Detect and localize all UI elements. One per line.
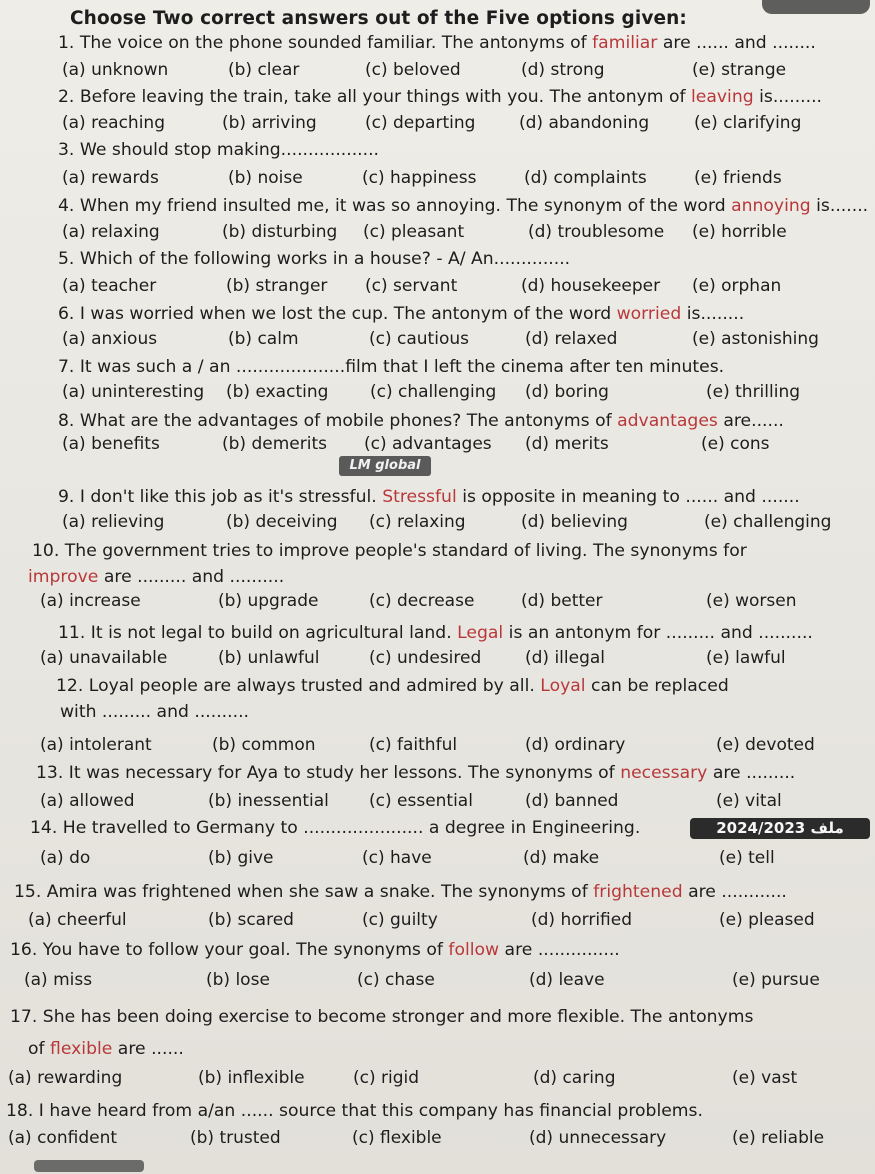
highlighted-keyword: leaving: [691, 87, 754, 107]
answer-option-a[interactable]: (a) uninteresting: [62, 382, 205, 402]
question-9-options: [0, 512, 875, 536]
answer-option-d[interactable]: (d) banned: [525, 791, 619, 811]
year-badge: 2024/2023 ملف: [690, 818, 870, 839]
answer-option-d[interactable]: (d) illegal: [525, 648, 606, 668]
question-12-text: [60, 702, 249, 723]
question-text-part: are ...... and ........: [657, 33, 816, 53]
question-12-options: [0, 735, 875, 759]
question-1-options: [0, 60, 875, 84]
answer-option-d[interactable]: (d) boring: [525, 382, 609, 402]
question-8-text: [58, 411, 784, 432]
question-2-options: [0, 113, 875, 137]
answer-option-c[interactable]: (c) departing: [365, 113, 476, 133]
answer-option-e[interactable]: (e) astonishing: [692, 329, 819, 349]
question-text-part: can be replaced: [585, 676, 729, 696]
question-14-options: [0, 848, 875, 872]
question-3-options: [0, 168, 875, 192]
answer-option-b[interactable]: (b) lose: [206, 970, 270, 990]
question-6-text: [58, 304, 744, 325]
question-text-part: 10. The government tries to improve people's standard of living. The synonyms for: [32, 541, 747, 561]
question-18-text: [6, 1101, 703, 1122]
answer-option-e[interactable]: (e) thrilling: [706, 382, 801, 402]
question-text-part: 4. When my friend insulted me, it was so annoying. The synonym of the word: [58, 196, 732, 216]
answer-option-d[interactable]: (d) abandoning: [519, 113, 650, 133]
highlighted-keyword: Loyal: [540, 676, 586, 696]
answer-option-b[interactable]: (b) demerits: [222, 434, 327, 454]
answer-option-d[interactable]: (d) leave: [529, 970, 605, 990]
answer-option-c[interactable]: (c) relaxing: [369, 512, 466, 532]
answer-option-a[interactable]: (a) allowed: [40, 791, 135, 811]
answer-option-a[interactable]: (a) confident: [8, 1128, 118, 1148]
answer-option-e[interactable]: (e) friends: [694, 168, 782, 188]
answer-option-a[interactable]: (a) benefits: [62, 434, 160, 454]
highlighted-keyword: improve: [28, 567, 99, 587]
question-17-options: [0, 1068, 875, 1092]
answer-option-b[interactable]: (b) unlawful: [218, 648, 320, 668]
answer-option-e[interactable]: (e) reliable: [732, 1128, 825, 1148]
question-15-text: [14, 882, 787, 903]
answer-option-b[interactable]: (b) scared: [208, 910, 294, 930]
answer-option-b[interactable]: (b) clear: [228, 60, 300, 80]
answer-option-e[interactable]: (e) lawful: [706, 648, 786, 668]
question-text-part: are ............: [682, 882, 787, 902]
question-2-text: [58, 87, 822, 108]
answer-option-d[interactable]: (d) troublesome: [528, 222, 665, 242]
question-15-options: [0, 910, 875, 934]
question-text-part: 3. We should stop making..................: [58, 140, 380, 160]
question-text-part: are......: [717, 411, 784, 431]
answer-option-a[interactable]: (a) miss: [24, 970, 93, 990]
question-10-options: [0, 591, 875, 615]
answer-option-b[interactable]: (b) calm: [228, 329, 299, 349]
answer-option-e[interactable]: (e) challenging: [704, 512, 832, 532]
answer-option-c[interactable]: (c) guilty: [362, 910, 438, 930]
answer-option-b[interactable]: (b) trusted: [190, 1128, 281, 1148]
question-text-part: is an antonym for ......... and ..........: [503, 623, 813, 643]
answer-option-a[interactable]: (a) unknown: [62, 60, 169, 80]
answer-option-b[interactable]: (b) noise: [228, 168, 303, 188]
answer-option-d[interactable]: (d) better: [521, 591, 603, 611]
answer-option-b[interactable]: (b) stranger: [226, 276, 328, 296]
answer-option-c[interactable]: (c) rigid: [353, 1068, 420, 1088]
question-7-text: [58, 357, 724, 378]
answer-option-d[interactable]: (d) ordinary: [525, 735, 626, 755]
highlighted-keyword: frightened: [593, 882, 683, 902]
answer-option-e[interactable]: (e) cons: [701, 434, 770, 454]
answer-option-d[interactable]: (d) horrified: [531, 910, 632, 930]
answer-option-a[interactable]: (a) anxious: [62, 329, 158, 349]
question-text-part: 17. She has been doing exercise to become stronger and more flexible. The antonyms: [10, 1007, 754, 1027]
answer-option-c[interactable]: (c) have: [362, 848, 432, 868]
question-14-text: [30, 818, 640, 839]
question-text-part: 16. You have to follow your goal. The synonyms of: [10, 940, 449, 960]
question-text-part: with ......... and ..........: [60, 702, 249, 722]
highlighted-keyword: necessary: [620, 763, 708, 783]
answer-option-d[interactable]: (d) unnecessary: [529, 1128, 667, 1148]
answer-option-a[interactable]: (a) intolerant: [40, 735, 152, 755]
answer-option-d[interactable]: (d) complaints: [524, 168, 647, 188]
answer-option-c[interactable]: (c) pleasant: [363, 222, 465, 242]
highlighted-keyword: annoying: [731, 196, 811, 216]
answer-option-a[interactable]: (a) teacher: [62, 276, 157, 296]
question-text-part: 5. Which of the following works in a house? - A/ An..............: [58, 249, 571, 269]
question-text-part: 1. The voice on the phone sounded familiar. The antonyms of: [58, 33, 593, 53]
answer-option-e[interactable]: (e) tell: [719, 848, 775, 868]
question-17-text: [10, 1007, 753, 1028]
answer-option-e[interactable]: (e) vast: [732, 1068, 798, 1088]
question-text-part: are ......: [112, 1039, 184, 1059]
question-3-text: [58, 140, 379, 161]
question-text-part: is.........: [753, 87, 823, 107]
watermark-stamp: LM global: [339, 456, 431, 476]
question-text-part: is opposite in meaning to ...... and .......: [456, 487, 800, 507]
highlighted-keyword: Stressful: [382, 487, 457, 507]
answer-option-a[interactable]: (a) cheerful: [28, 910, 127, 930]
answer-option-a[interactable]: (a) reaching: [62, 113, 165, 133]
answer-option-d[interactable]: (d) merits: [525, 434, 609, 454]
question-11-text: [58, 623, 813, 644]
question-text-part: 2. Before leaving the train, take all your things with you. The antonym of: [58, 87, 691, 107]
question-17-text: [28, 1039, 184, 1060]
question-16-options: [0, 970, 875, 994]
answer-option-d[interactable]: (d) believing: [521, 512, 628, 532]
answer-option-c[interactable]: (c) essential: [369, 791, 473, 811]
answer-option-e[interactable]: (e) worsen: [706, 591, 797, 611]
question-text-part: 14. He travelled to Germany to ...................... a degree in Engineering.: [30, 818, 641, 838]
highlighted-keyword: advantages: [617, 411, 718, 431]
answer-option-e[interactable]: (e) vital: [716, 791, 782, 811]
highlighted-keyword: worried: [616, 304, 682, 324]
answer-option-c[interactable]: (c) beloved: [365, 60, 461, 80]
question-12-text: [56, 676, 729, 697]
question-1-text: [58, 33, 816, 54]
bottom-watermark: [34, 1160, 144, 1172]
question-6-options: [0, 329, 875, 353]
answer-option-a[interactable]: (a) unavailable: [40, 648, 168, 668]
question-text-part: 13. It was necessary for Aya to study her lessons. The synonyms of: [36, 763, 621, 783]
question-5-options: [0, 276, 875, 300]
answer-option-a[interactable]: (a) do: [40, 848, 91, 868]
highlighted-keyword: familiar: [592, 33, 658, 53]
question-text-part: of: [28, 1039, 51, 1059]
answer-option-b[interactable]: (b) disturbing: [222, 222, 338, 242]
answer-option-a[interactable]: (a) increase: [40, 591, 141, 611]
answer-option-c[interactable]: (c) flexible: [352, 1128, 442, 1148]
question-text-part: 9. I don't like this job as it's stressful.: [58, 487, 383, 507]
answer-option-e[interactable]: (e) devoted: [716, 735, 815, 755]
question-text-part: are ......... and ..........: [98, 567, 285, 587]
answer-option-c[interactable]: (c) happiness: [362, 168, 477, 188]
answer-option-b[interactable]: (b) inflexible: [198, 1068, 305, 1088]
answer-option-c[interactable]: (c) chase: [357, 970, 435, 990]
question-4-text: [58, 196, 868, 217]
answer-option-b[interactable]: (b) arriving: [222, 113, 317, 133]
question-18-options: [0, 1128, 875, 1152]
answer-option-a[interactable]: (a) rewarding: [8, 1068, 123, 1088]
corner-logo: [762, 0, 870, 14]
question-text-part: 18. I have heard from a/an ...... source that this company has financial problems.: [6, 1101, 703, 1121]
answer-option-e[interactable]: (e) pleased: [719, 910, 815, 930]
question-text-part: 15. Amira was frightened when she saw a snake. The synonyms of: [14, 882, 594, 902]
answer-option-e[interactable]: (e) clarifying: [694, 113, 802, 133]
question-4-options: [0, 222, 875, 246]
question-10-text: [32, 541, 747, 562]
answer-option-a[interactable]: (a) relieving: [62, 512, 165, 532]
question-text-part: is........: [681, 304, 745, 324]
question-text-part: are ...............: [499, 940, 620, 960]
answer-option-a[interactable]: (a) relaxing: [62, 222, 160, 242]
answer-option-e[interactable]: (e) horrible: [692, 222, 787, 242]
instruction-heading: Choose Two correct answers out of the Five options given:: [70, 8, 687, 29]
highlighted-keyword: Legal: [457, 623, 504, 643]
answer-option-d[interactable]: (d) caring: [533, 1068, 616, 1088]
answer-option-b[interactable]: (b) give: [208, 848, 274, 868]
answer-option-c[interactable]: (c) faithful: [369, 735, 458, 755]
answer-option-d[interactable]: (d) housekeeper: [521, 276, 661, 296]
question-7-options: [0, 382, 875, 406]
question-text-part: are .........: [707, 763, 796, 783]
answer-option-d[interactable]: (d) relaxed: [525, 329, 618, 349]
answer-option-b[interactable]: (b) common: [212, 735, 316, 755]
highlighted-keyword: follow: [448, 940, 500, 960]
question-5-text: [58, 249, 570, 270]
answer-option-a[interactable]: (a) rewards: [62, 168, 159, 188]
question-16-text: [10, 940, 620, 961]
answer-option-e[interactable]: (e) orphan: [692, 276, 782, 296]
answer-option-c[interactable]: (c) servant: [365, 276, 458, 296]
question-9-text: [58, 487, 800, 508]
answer-option-b[interactable]: (b) deceiving: [226, 512, 338, 532]
question-text-part: 7. It was such a / an ....................film that I left the cinema after ten minutes.: [58, 357, 725, 377]
answer-option-c[interactable]: (c) challenging: [370, 382, 497, 402]
answer-option-e[interactable]: (e) strange: [692, 60, 787, 80]
question-13-text: [36, 763, 795, 784]
answer-option-d[interactable]: (d) make: [523, 848, 600, 868]
answer-option-b[interactable]: (b) upgrade: [218, 591, 319, 611]
question-text-part: 6. I was worried when we lost the cup. The antonym of the word: [58, 304, 617, 324]
question-text-part: 8. What are the advantages of mobile phones? The antonyms of: [58, 411, 618, 431]
highlighted-keyword: flexible: [50, 1039, 113, 1059]
question-text-part: is.......: [810, 196, 869, 216]
answer-option-d[interactable]: (d) strong: [521, 60, 605, 80]
answer-option-b[interactable]: (b) inessential: [208, 791, 329, 811]
answer-option-e[interactable]: (e) pursue: [732, 970, 820, 990]
question-11-options: [0, 648, 875, 672]
answer-option-b[interactable]: (b) exacting: [226, 382, 329, 402]
answer-option-c[interactable]: (c) cautious: [369, 329, 469, 349]
answer-option-c[interactable]: (c) undesired: [369, 648, 482, 668]
question-8-options: [0, 434, 875, 458]
question-13-options: [0, 791, 875, 815]
answer-option-c[interactable]: (c) advantages: [364, 434, 492, 454]
answer-option-c[interactable]: (c) decrease: [369, 591, 475, 611]
question-text-part: 11. It is not legal to build on agricultural land.: [58, 623, 458, 643]
question-10-text: [28, 567, 284, 588]
question-text-part: 12. Loyal people are always trusted and admired by all.: [56, 676, 541, 696]
